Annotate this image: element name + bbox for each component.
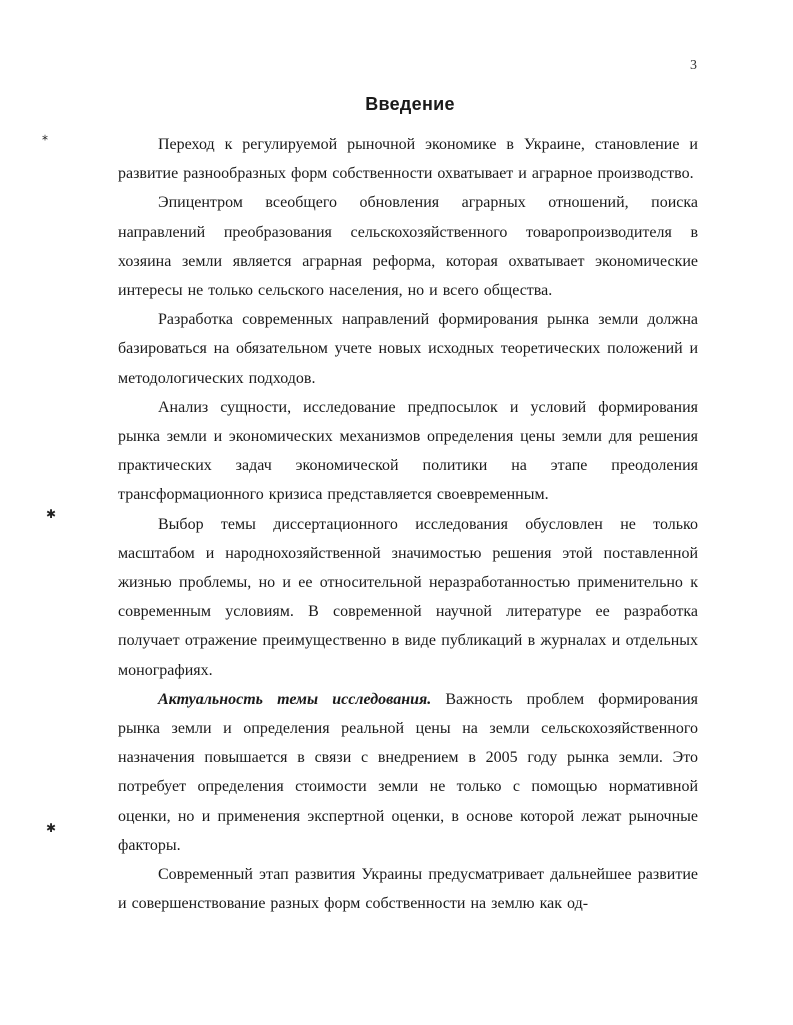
page-title: Введение <box>365 94 455 114</box>
paragraph-text: Важность проблем формирования рынка земли и определения реальной цены на земли сельскохозяйственного назначения повышается в связи с внедрением в 2005 году рынка земли. Это потребует определения стоимости земли не только с помощью нормативной оценки, но и применения экспертной оценки, в основе которой лежат рыночные факторы. <box>118 690 699 854</box>
scan-speck: ⁎ <box>42 129 48 143</box>
paragraph: Анализ сущности, исследование предпосылок и условий формирования рынка земли и экономических механизмов определения цены земли для решения практических задач экономической политики на этапе преодоления трансформационного кризиса представляется своевременным. <box>118 398 698 504</box>
paragraph: Разработка современных направлений формирования рынка земли должна базироваться на обязательном учете новых исходных теоретических положений и методологических подходов. <box>118 311 698 387</box>
page-number: 3 <box>690 58 697 73</box>
paragraph: Выбор темы диссертационного исследования обусловлен не только масштабом и народнохозяйственной значимостью решения этой поставленной жизнью проблемы, но и ее относительной неразработанностью применительно к современным условиям. В современной научной литературе ее разработка получает отражение преимущественно в виде публикаций в журналах и отдельных монографиях. <box>118 515 698 679</box>
section-heading-inline: Актуальность темы исследования. <box>158 690 432 708</box>
body-text <box>118 130 698 918</box>
paragraph: Современный этап развития Украины предусматривает дальнейшее развитие и совершенствование разных форм собственности на землю как од- <box>118 866 698 913</box>
paragraph: Эпицентром всеобщего обновления аграрных отношений, поиска направлений преобразования сельскохозяйственного товаропроизводителя в хозяина земли является аграрная реформа, которая охватывает экономические интересы не только сельского населения, но и всего общества. <box>118 194 698 300</box>
paragraph: Переход к регулируемой рыночной экономике в Украине, становление и развитие разнообразных форм собственности охватывает и аграрное производство. <box>118 136 698 183</box>
scan-speck: ✱ <box>46 507 57 521</box>
scan-speck: ✱ <box>46 821 57 835</box>
paragraph <box>118 685 698 860</box>
